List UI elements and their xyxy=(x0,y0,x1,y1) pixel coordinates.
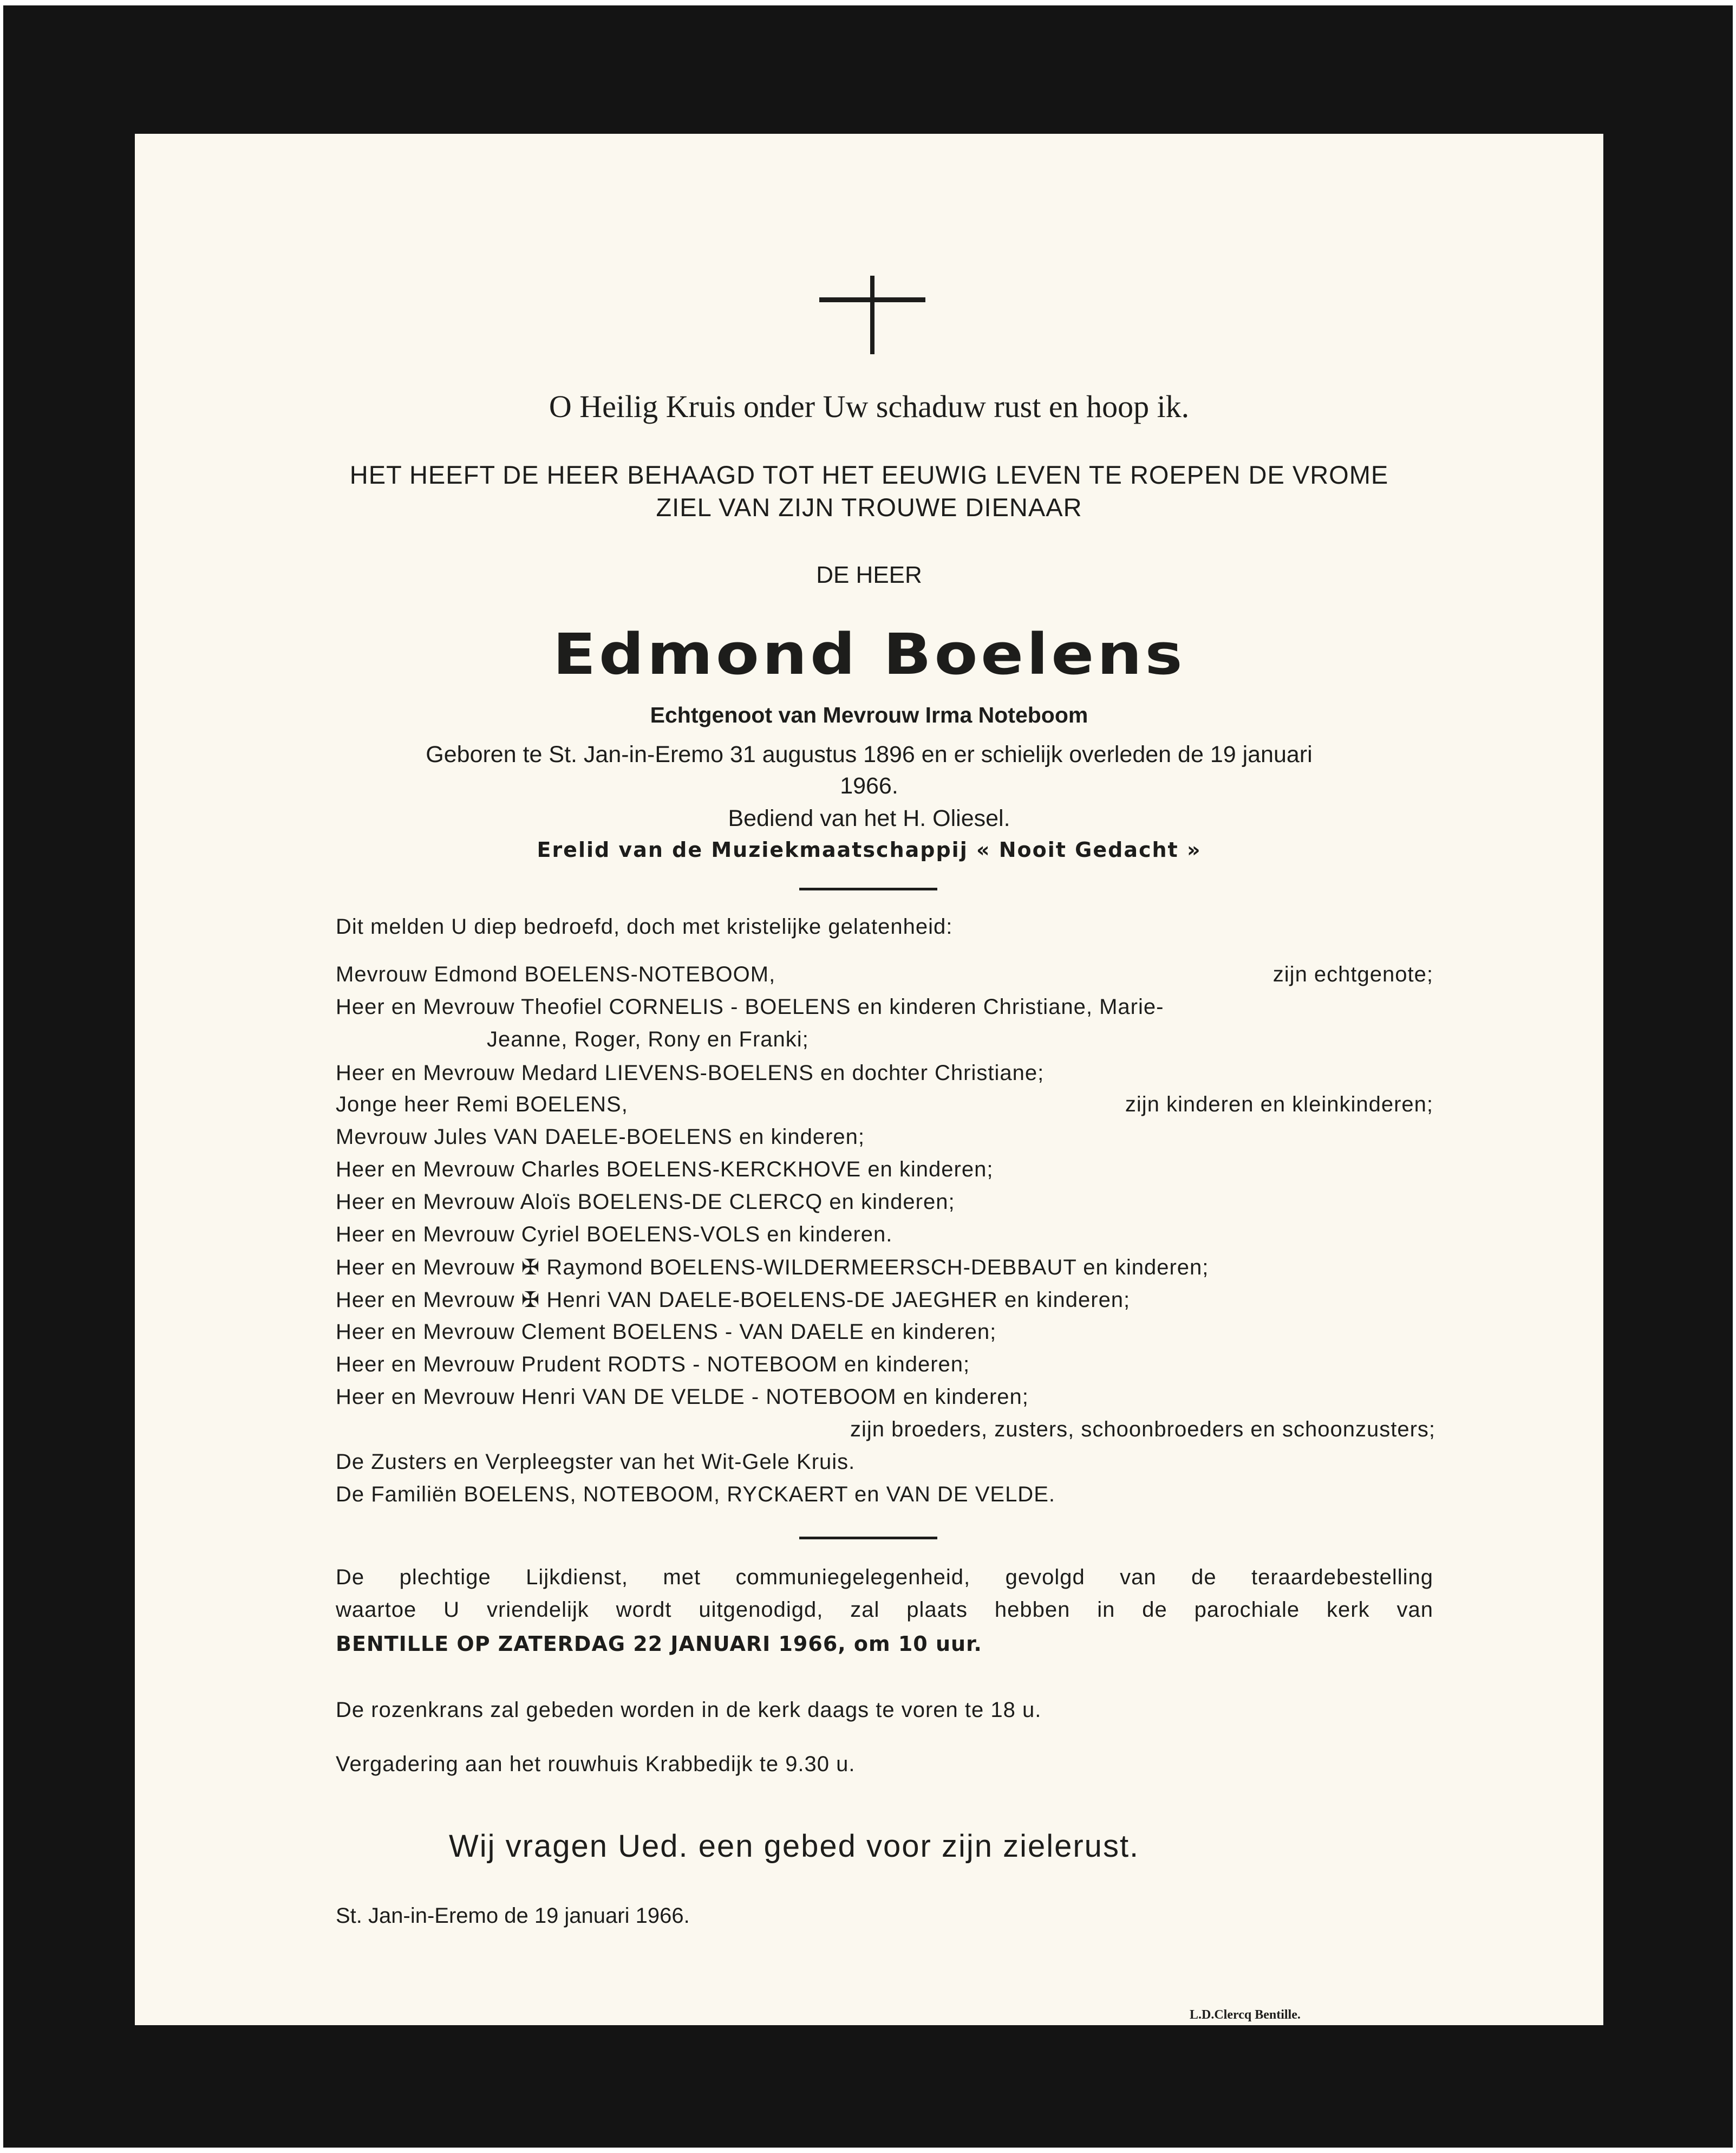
family-line: Jonge heer Remi BOELENS, xyxy=(336,1092,628,1116)
birth-line-2: 1966. xyxy=(840,773,898,799)
spouse-line: Echtgenoot van Mevrouw Irma Noteboom xyxy=(650,703,1088,727)
family-relation: zijn broeders, zusters, schoonbroeders en schoonzusters; xyxy=(850,1417,1435,1441)
service-date-line: BENTILLE OP ZATERDAG 22 JANUARI 1966, om 10 uur. xyxy=(336,1632,982,1656)
family-line: Heer en Mevrouw Charles BOELENS-KERCKHOVE en kinderen; xyxy=(336,1157,994,1181)
place-date: St. Jan-in-Eremo de 19 januari 1966. xyxy=(336,1904,690,1928)
cross-icon xyxy=(870,276,874,354)
family-line: Heer en Mevrouw ✠ Raymond BOELENS-WILDERMEERSCH-DEBBAUT en kinderen; xyxy=(336,1256,1209,1279)
birth-line-1: Geboren te St. Jan-in-Eremo 31 augustus 1896 en er schielijk overleden de 19 januari xyxy=(426,741,1313,767)
family-line: Heer en Mevrouw Henri VAN DE VELDE - NOTEBOOM en kinderen; xyxy=(336,1385,1029,1409)
family-relation: zijn echtgenote; xyxy=(1272,962,1433,986)
announcement: Dit melden U diep bedroefd, doch met kristelijke gelatenheid: xyxy=(336,915,953,939)
prayer-line: O Heilig Kruis onder Uw schaduw rust en hoop ik. xyxy=(549,389,1190,424)
family-line: De Zusters en Verpleegster van het Wit-Gele Kruis. xyxy=(336,1450,856,1474)
salutation: DE HEER xyxy=(816,562,922,588)
family-line: Heer en Mevrouw Cyriel BOELENS-VOLS en kinderen. xyxy=(336,1222,893,1246)
intro-line-1: HET HEEFT DE HEER BEHAAGD TOT HET EEUWIG LEVEN TE ROEPEN DE VROME xyxy=(349,460,1389,489)
family-line: Mevrouw Edmond BOELENS-NOTEBOOM, xyxy=(336,962,776,986)
service-line-1: De plechtige Lijkdienst, met communiegelegenheid, gevolgd van de teraardebestelling xyxy=(336,1565,1433,1589)
family-relation: zijn kinderen en kleinkinderen; xyxy=(1125,1092,1433,1116)
cross-icon-bar xyxy=(819,297,925,302)
honor-line: Erelid van de Muziekmaatschappij « Nooit Gedacht » xyxy=(537,838,1202,862)
service-line-2: waartoe U vriendelijk wordt uitgenodigd, zal plaats hebben in de parochiale kerk van xyxy=(336,1598,1433,1622)
intro-line-2: ZIEL VAN ZIJN TROUWE DIENAAR xyxy=(656,493,1082,522)
family-line: Heer en Mevrouw Theofiel CORNELIS - BOELENS en kinderen Christiane, Marie- xyxy=(336,995,1164,1019)
divider xyxy=(799,1537,937,1539)
rosary-line: De rozenkrans zal gebeden worden in de kerk daags te voren te 18 u. xyxy=(336,1698,1042,1722)
family-line: Jeanne, Roger, Rony en Franki; xyxy=(487,1027,809,1051)
divider xyxy=(799,888,937,890)
family-line: Heer en Mevrouw ✠ Henri VAN DAELE-BOELENS-DE JAEGHER en kinderen; xyxy=(336,1288,1131,1312)
family-line: Heer en Mevrouw Clement BOELENS - VAN DAELE en kinderen; xyxy=(336,1320,997,1344)
death-notice-card xyxy=(135,134,1603,2025)
sacrament-line: Bediend van het H. Oliesel. xyxy=(728,805,1010,831)
family-line: Heer en Mevrouw Aloïs BOELENS-DE CLERCQ en kinderen; xyxy=(336,1190,955,1214)
prayer-request: Wij vragen Ued. een gebed voor zijn zielerust. xyxy=(449,1829,1140,1864)
family-line: De Familiën BOELENS, NOTEBOOM, RYCKAERT en VAN DE VELDE. xyxy=(336,1482,1055,1506)
family-line: Heer en Mevrouw Medard LIEVENS-BOELENS en dochter Christiane; xyxy=(336,1061,1045,1085)
family-line: Mevrouw Jules VAN DAELE-BOELENS en kinderen; xyxy=(336,1125,865,1149)
gathering-line: Vergadering aan het rouwhuis Krabbedijk te 9.30 u. xyxy=(336,1752,856,1776)
family-line: Heer en Mevrouw Prudent RODTS - NOTEBOOM en kinderen; xyxy=(336,1352,970,1376)
printer-credit: L.D.Clercq Bentille. xyxy=(1190,2008,1301,2022)
mourning-border xyxy=(3,5,1733,2148)
deceased-name: Edmond Boelens xyxy=(552,621,1186,687)
